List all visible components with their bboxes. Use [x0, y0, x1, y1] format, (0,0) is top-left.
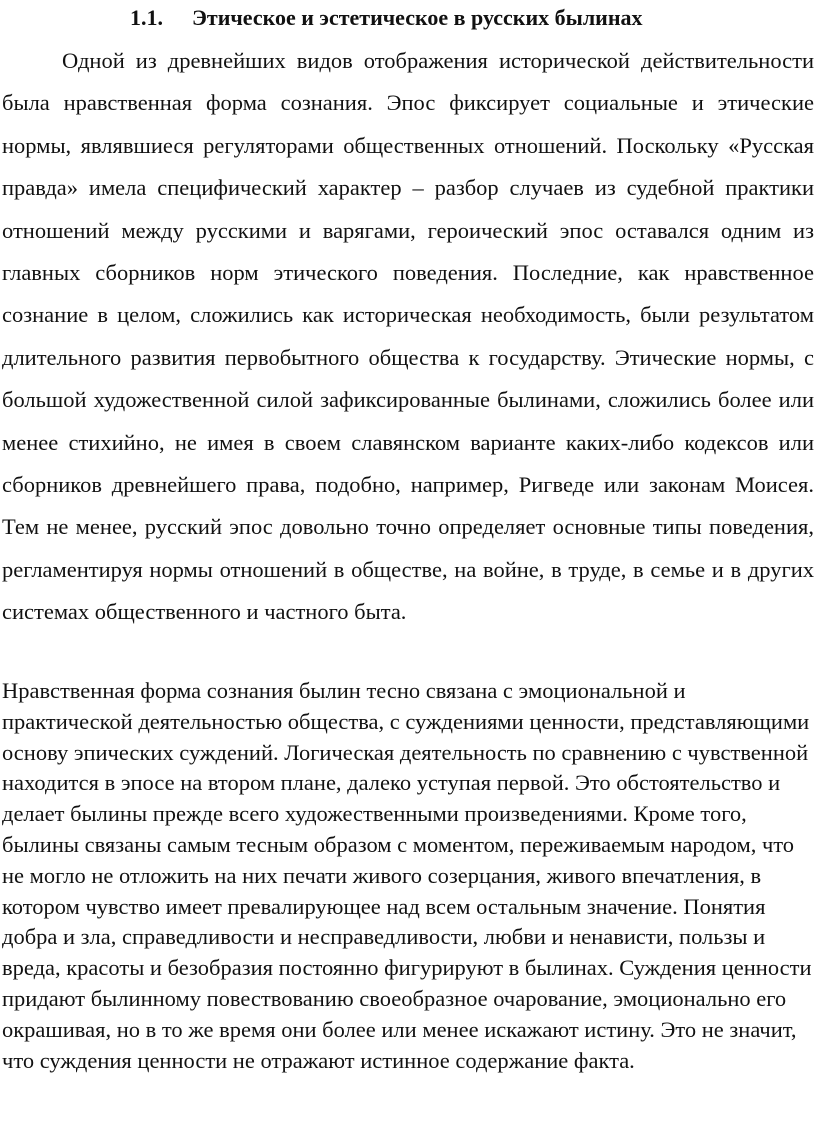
section-heading — [130, 4, 643, 32]
body-paragraph-2: Нравственная форма сознания былин тесно связана с эмоциональной и практической деятельностью общества, с суждениями ценности, представляющими основу эпических суждений. Логическая деятельность по сравнению с чувственной находится в эпосе на втором плане, далеко уступая первой. Это обстоятельство и делает былины прежде всего художественными произведениями. Кроме того, былины связаны самым тесным образом с моментом, переживаемым народом, что не могло не отложить на них печати живого созерцания, живого впечатления, в котором чувство имеет превалирующее над всем остальным значение. Понятия добра и зла, справедливости и несправедливости, любви и ненависти, пользы и вреда, красоты и безобразия постоянно фигурируют в былинах. Суждения ценности придают былинному повествованию своеобразное очарование, эмоционально его окрашивая, но в то же время они более или менее искажают истину. Это не значит, что суждения ценности не отражают истинное содержание факта. — [2, 678, 812, 1073]
section-number: 1.1. — [130, 5, 163, 30]
section-title: Этическое и эстетическое в русских былинах — [192, 5, 643, 30]
body-paragraph-1: Одной из древнейших видов отображения исторической действительности была нравственная форма сознания. Эпос фиксирует социальные и этические нормы, являвшиеся регуляторами общественных отношений. Поскольку «Русская правда» имела специфический характер – разбор случаев из судебной практики отношений между русскими и варягами, героический эпос оставался одним из главных сборников норм этического поведения. Последние, как нравственное сознание в целом, сложились как историческая необходимость, были результатом длительного развития первобытного общества к государству. Этические нормы, с большой художественной силой зафиксированные былинами, сложились более или менее стихийно, не имея в своем славянском варианте каких-либо кодексов или сборников древнейшего права, подобно, например, Ригведе или законам Моисея. Тем не менее, русский эпос довольно точно определяет основные типы поведения, регламентируя нормы отношений в обществе, на войне, в труде, в семье и в других системах общественного и частного быта. — [2, 48, 814, 625]
